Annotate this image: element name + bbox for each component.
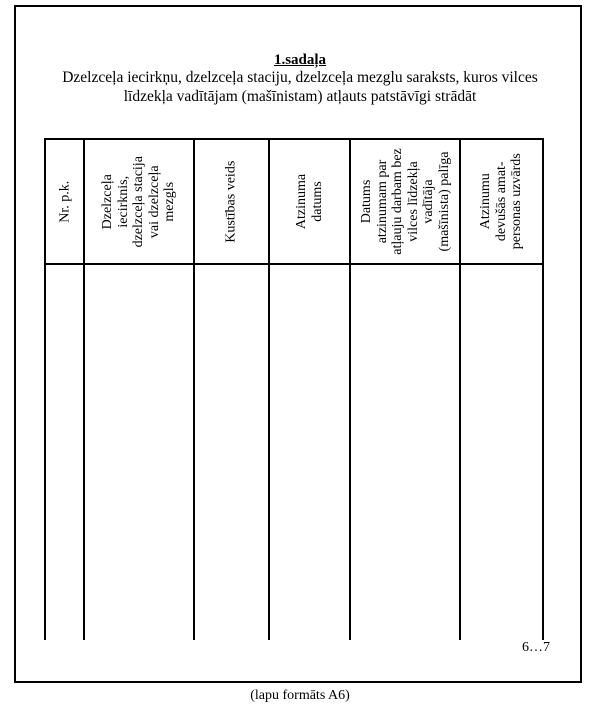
section-subtitle xyxy=(44,68,556,106)
column-header-line: Nr. p.k. xyxy=(56,180,72,223)
table-vline-7 xyxy=(542,138,544,640)
column-header-line: devušās amat- xyxy=(493,161,509,242)
column-header-line: personas uzvārds xyxy=(509,153,525,250)
page-frame xyxy=(14,5,582,683)
column-header-opinion-date xyxy=(270,140,349,263)
column-header-location xyxy=(85,140,193,263)
column-header-line: Atzinumu xyxy=(478,173,494,230)
column-header-official-surname xyxy=(461,140,542,263)
column-header-line: dzelzceļa stacija xyxy=(131,155,147,248)
section-title: 1.sadaļa xyxy=(273,52,327,68)
column-header-line: Kustības veids xyxy=(223,160,239,243)
format-note: (lapu formāts A6) xyxy=(250,688,350,703)
column-header-nr xyxy=(46,140,83,263)
table-header-divider xyxy=(44,263,544,265)
column-header-line: vadītāja xyxy=(420,179,436,224)
column-header-line: atļauju darbam bez xyxy=(389,148,405,255)
page-number: 6…7 xyxy=(522,640,550,655)
section-subtitle-line-1: Dzelzceļa iecirkņu, dzelzceļa staciju, dzelzceļa mezglu saraksts, kuros vilces xyxy=(62,69,538,86)
column-header-line: datums xyxy=(309,181,325,222)
column-header-line: Dzelzceļa xyxy=(100,173,116,230)
column-header-line: vilces līdzekļa xyxy=(404,161,420,242)
column-header-movement-type xyxy=(195,140,268,263)
column-header-line: vai dzelzceļa xyxy=(146,165,162,238)
section-subtitle-line-2: līdzekļa vadītājam (mašīnistam) atļauts patstāvīgi strādāt xyxy=(123,88,477,105)
column-header-line: iecirknis, xyxy=(115,175,131,228)
column-header-line: (mašīnista) palīga xyxy=(435,151,451,252)
column-header-line: Atzinuma xyxy=(294,173,309,230)
column-header-line: mezgls xyxy=(162,181,178,222)
column-header-permission-date xyxy=(351,140,459,263)
column-header-line: Datums xyxy=(358,179,374,224)
column-header-line: atzinumam par xyxy=(373,159,389,244)
